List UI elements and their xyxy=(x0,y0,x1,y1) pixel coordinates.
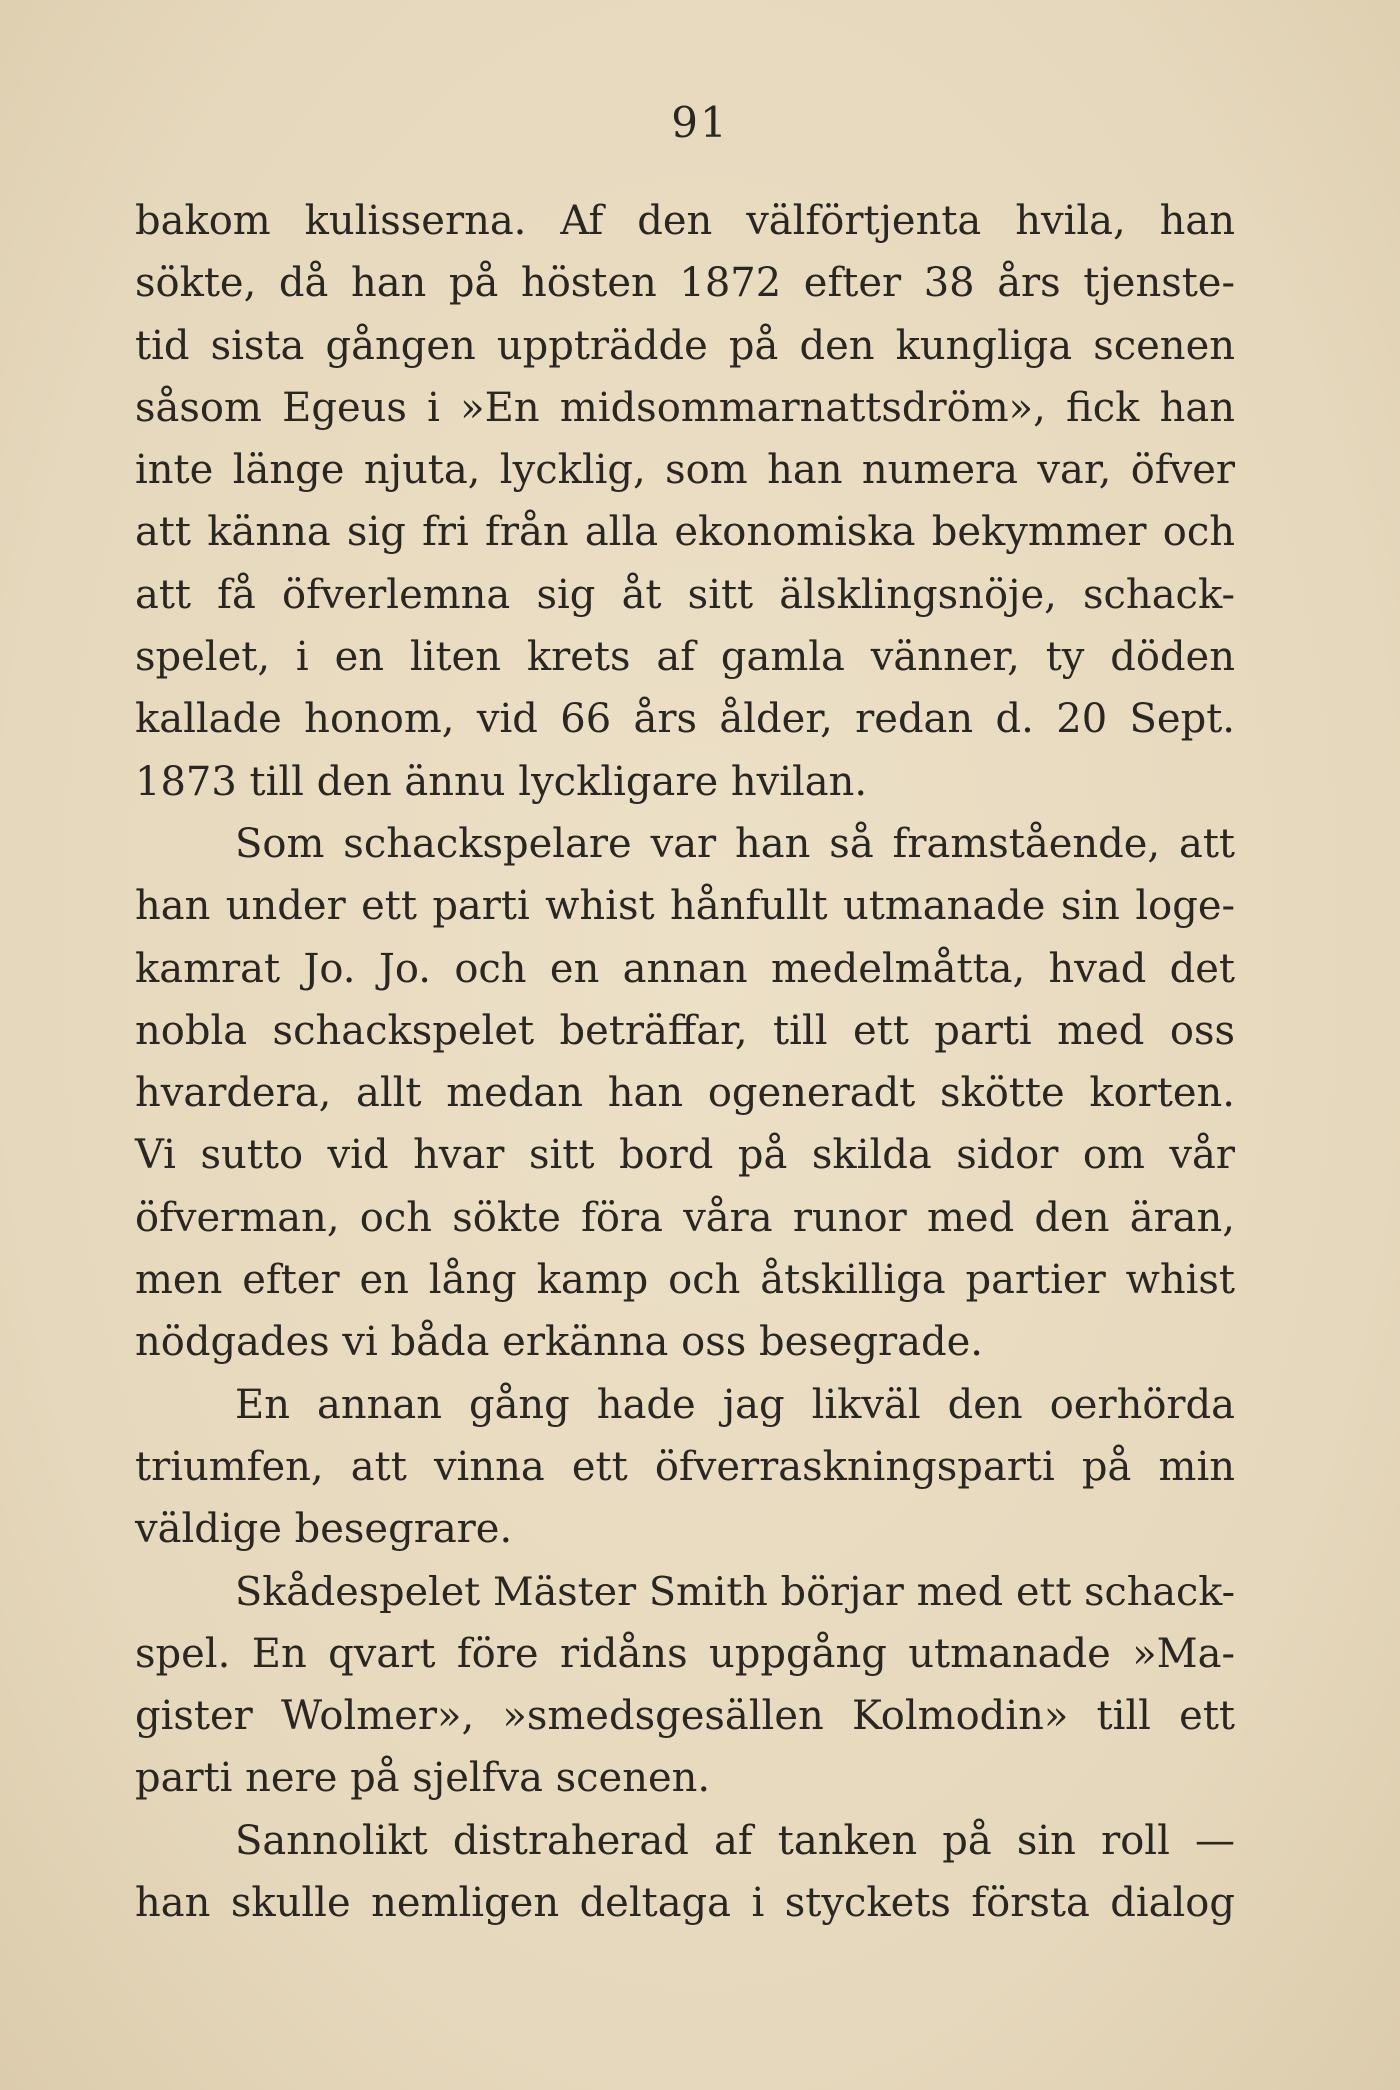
text-line: att få öfverlemna sig åt sitt älsklingsnöje, schack- xyxy=(135,571,1235,618)
text-line: Skådespelet Mäster Smith börjar med ett schack- xyxy=(235,1568,1235,1615)
text-line: hvardera, allt medan han ogeneradt skötte korten. xyxy=(135,1070,1235,1117)
text-line: han skulle nemligen deltaga i styckets första dialog xyxy=(135,1880,1235,1927)
text-line: Vi sutto vid hvar sitt bord på skilda sidor om vår xyxy=(135,1132,1235,1179)
text-line: väldige besegrare. xyxy=(135,1506,513,1553)
text-line: han under ett parti whist hånfullt utmanade sin loge- xyxy=(135,883,1235,930)
text-line: Sannolikt distraherad af tanken på sin roll — xyxy=(235,1817,1235,1864)
text-line: att känna sig fri från alla ekonomiska bekymmer och xyxy=(135,509,1235,556)
text-line: parti nere på sjelfva scenen. xyxy=(135,1755,711,1802)
text-line: såsom Egeus i »En midsommarnattsdröm», fick han xyxy=(135,384,1235,431)
text-line: spel. En qvart före ridåns uppgång utmanade »Ma- xyxy=(135,1630,1235,1677)
text-line: En annan gång hade jag likväl den oerhörda xyxy=(235,1381,1235,1428)
page-number: 91 xyxy=(671,98,729,147)
text-line: triumfen, att vinna ett öfverraskningsparti på min xyxy=(135,1443,1235,1490)
text-line: sökte, då han på hösten 1872 efter 38 års tjenste- xyxy=(135,260,1235,307)
body-text xyxy=(135,190,1235,1934)
text-line: öfverman, och sökte föra våra runor med den äran, xyxy=(135,1194,1235,1241)
text-line: spelet, i en liten krets af gamla vänner, ty döden xyxy=(135,634,1235,681)
text-line: Som schackspelare var han så framstående, att xyxy=(235,820,1235,867)
text-line: gister Wolmer», »smedsgesällen Kolmodin» till ett xyxy=(135,1693,1235,1740)
text-line: men efter en lång kamp och åtskilliga partier whist xyxy=(135,1257,1235,1304)
text-line: nödgades vi båda erkänna oss besegrade. xyxy=(135,1319,984,1366)
text-line: kallade honom, vid 66 års ålder, redan d. 20 Sept. xyxy=(135,696,1235,743)
text-line: tid sista gången uppträdde på den kungliga scenen xyxy=(135,322,1235,369)
text-line: kamrat Jo. Jo. och en annan medelmåtta, hvad det xyxy=(135,945,1235,992)
text-line: 1873 till den ännu lyckligare hvilan. xyxy=(135,758,868,805)
text-line: bakom kulisserna. Af den välförtjenta hvila, han xyxy=(135,198,1235,244)
text-line: nobla schackspelet beträffar, till ett parti med oss xyxy=(135,1007,1235,1054)
text-line: inte länge njuta, lycklig, som han numera var, öfver xyxy=(135,447,1235,494)
